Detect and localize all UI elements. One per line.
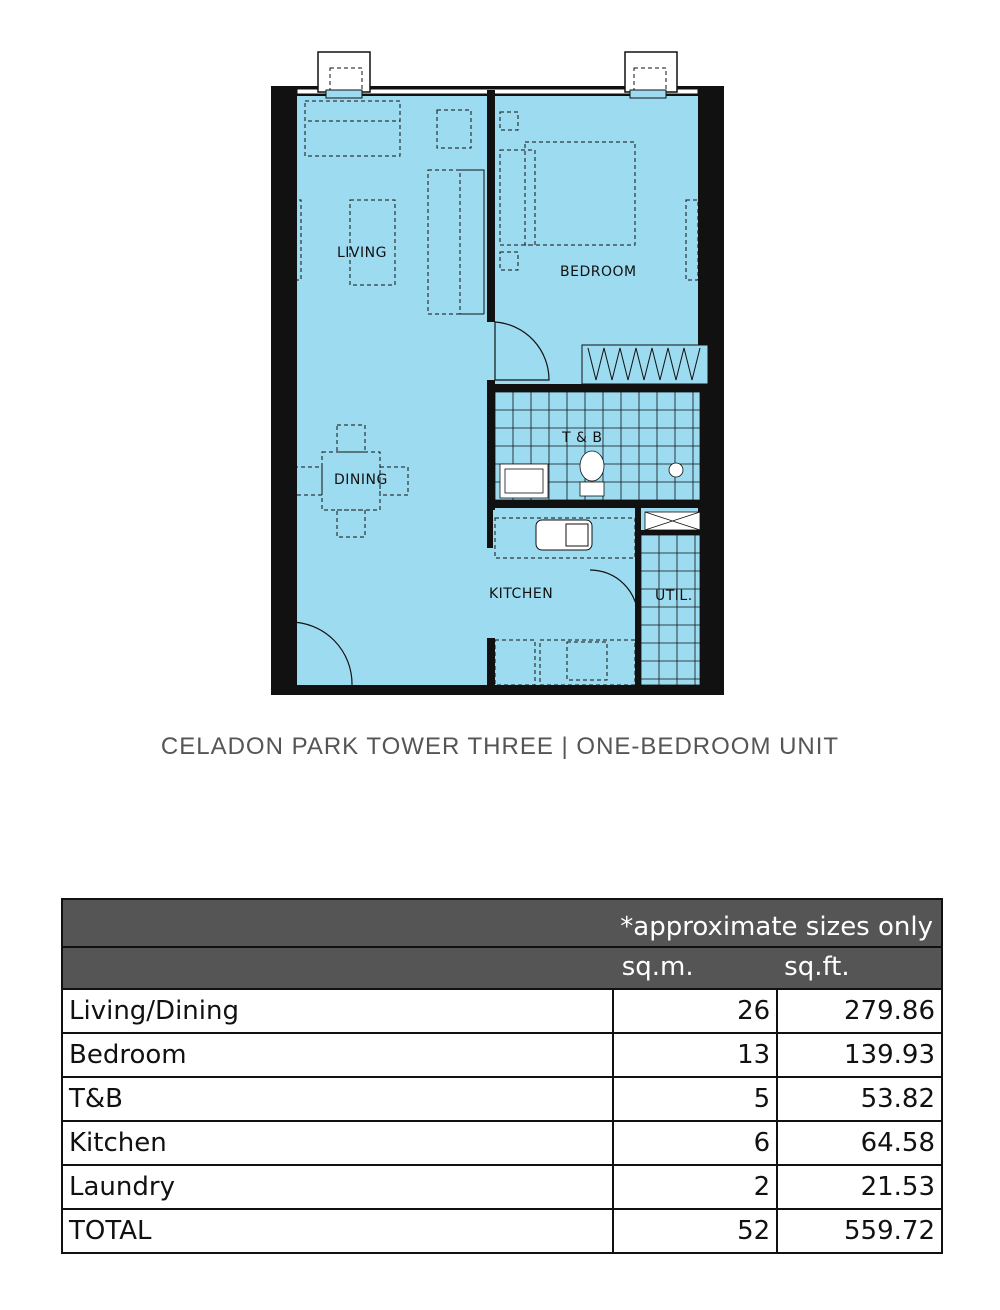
table-row [62, 1165, 942, 1209]
table-row-total [62, 1209, 942, 1253]
room-sqft: 279.86 [777, 989, 942, 1033]
room-label-living: LIVING [337, 245, 387, 261]
room-label-tb: T & B [562, 430, 603, 446]
room-sqm: 13 [613, 1033, 777, 1077]
approx-note: *approximate sizes only [62, 899, 942, 947]
room-label-dining: DINING [334, 472, 388, 488]
plan-caption: CELADON PARK TOWER THREE | ONE-BEDROOM UNIT [160, 733, 840, 760]
table-row [62, 1033, 942, 1077]
room-label-kitchen: KITCHEN [489, 586, 554, 602]
room-sqft: 559.72 [777, 1209, 942, 1253]
table-row [62, 1077, 942, 1121]
room-sqft: 21.53 [777, 1165, 942, 1209]
room-sqm: 5 [613, 1077, 777, 1121]
room-sqft: 139.93 [777, 1033, 942, 1077]
tb-tiles [495, 392, 700, 500]
room-name: Laundry [62, 1165, 613, 1209]
table-unit-row [62, 947, 942, 989]
room-name: TOTAL [62, 1209, 613, 1253]
room-name: Kitchen [62, 1121, 613, 1165]
room-name: Living/Dining [62, 989, 613, 1033]
room-label-util: UTIL. [655, 588, 693, 604]
col-sqft: sq.ft. [777, 947, 942, 989]
room-sqft: 64.58 [777, 1121, 942, 1165]
top-window [297, 52, 698, 98]
area-table [61, 898, 943, 1254]
room-sqm: 6 [613, 1121, 777, 1165]
col-sqm: sq.m. [613, 947, 777, 989]
unit-blank [62, 947, 613, 989]
room-sqm: 2 [613, 1165, 777, 1209]
room-sqm: 52 [613, 1209, 777, 1253]
table-row [62, 1121, 942, 1165]
room-label-bedroom: BEDROOM [560, 264, 637, 280]
room-name: T&B [62, 1077, 613, 1121]
room-sqft: 53.82 [777, 1077, 942, 1121]
table-header [62, 899, 942, 947]
table-row [62, 989, 942, 1033]
room-sqm: 26 [613, 989, 777, 1033]
room-name: Bedroom [62, 1033, 613, 1077]
